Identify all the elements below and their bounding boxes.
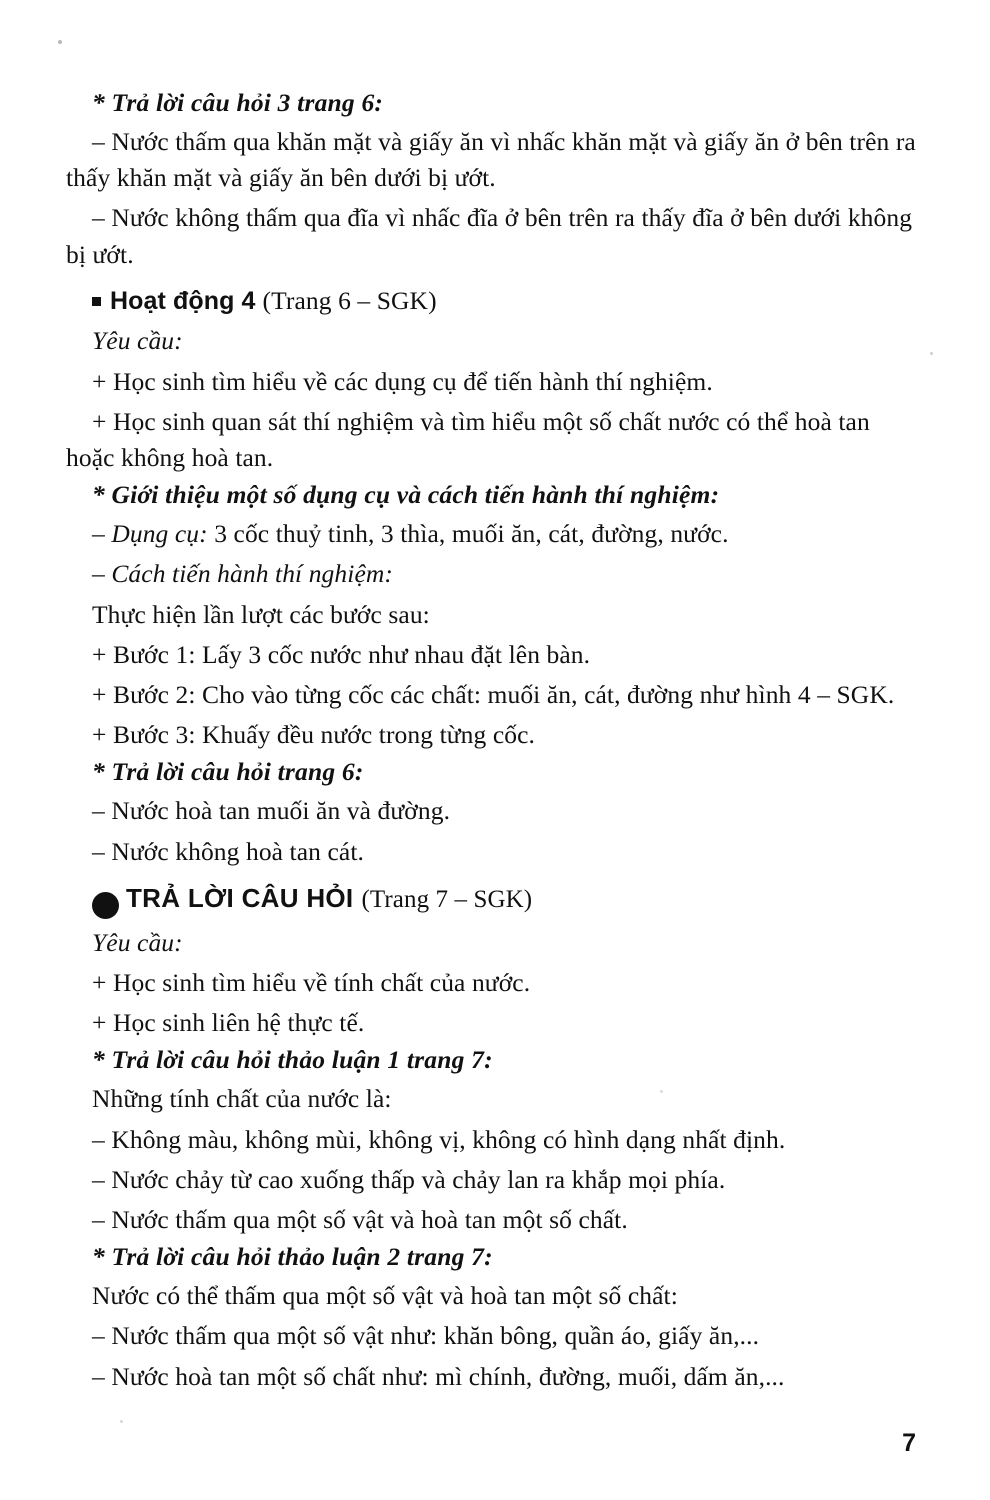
inline-text: 3 cốc thuỷ tinh, 3 thìa, muối ăn, cát, đường, nước. xyxy=(207,519,729,549)
body-paragraph: – Nước thấm qua một số vật như: khăn bông, quần áo, giấy ăn,... xyxy=(92,1321,760,1351)
body-paragraph: – Nước hoà tan một số chất như: mì chính, đường, muối, dấm ăn,... xyxy=(92,1361,785,1391)
procedure-label: – Cách tiến hành thí nghiệm: xyxy=(92,559,393,589)
scan-speck xyxy=(930,352,933,355)
body-paragraph: + Học sinh liên hệ thực tế. xyxy=(92,1008,365,1038)
activity-heading xyxy=(66,283,918,320)
scan-speck xyxy=(660,1090,663,1093)
body-paragraph: – Nước chảy từ cao xuống thấp và chảy lan ra khắp mọi phía. xyxy=(92,1164,726,1194)
body-paragraph: – Không màu, không mùi, không vị, không có hình dạng nhất định. xyxy=(92,1124,786,1154)
question-mark-icon: ? xyxy=(92,892,119,919)
scan-speck xyxy=(120,1420,123,1423)
square-bullet-icon xyxy=(92,297,101,306)
body-paragraph: + Học sinh tìm hiểu về tính chất của nước. xyxy=(92,967,531,997)
body-paragraph: + Bước 2: Cho vào từng cốc các chất: muối ăn, cát, đường như hình 4 – SGK. xyxy=(92,679,895,709)
requirement-label: Yêu cầu: xyxy=(92,927,183,957)
body-paragraph: Thực hiện lần lượt các bước sau: xyxy=(92,599,430,629)
body-paragraph: + Học sinh quan sát thí nghiệm và tìm hiểu một số chất nước có thể hoà tan hoặc không hoà tan. xyxy=(66,406,870,472)
body-paragraph: + Bước 3: Khuấy đều nước trong từng cốc. xyxy=(92,720,536,750)
body-paragraph: – Nước không thấm qua đĩa vì nhấc đĩa ở bên trên ra thấy đĩa ở bên dưới không bị ướt. xyxy=(66,203,913,269)
qa-subtitle: (Trang 7 – SGK) xyxy=(361,885,533,913)
body-paragraph: Nước có thể thấm qua một số vật và hoà tan một số chất: xyxy=(92,1281,678,1311)
qa-title: TRẢ LỜI CÂU HỎI xyxy=(126,882,354,913)
section-heading: * Trả lời câu hỏi thảo luận 1 trang 7: xyxy=(92,1045,493,1075)
requirement-label: Yêu cầu: xyxy=(92,326,183,356)
activity-source: (Trang 6 – SGK) xyxy=(262,285,437,315)
section-heading: * Trả lời câu hỏi trang 6: xyxy=(92,757,364,787)
scan-speck xyxy=(58,40,62,44)
body-paragraph: – Nước không hoà tan cát. xyxy=(92,836,364,866)
body-paragraph: – Nước thấm qua một số vật và hoà tan một số chất. xyxy=(92,1204,628,1234)
section-heading: * Trả lời câu hỏi 3 trang 6: xyxy=(92,88,384,117)
body-paragraph: + Học sinh tìm hiểu về các dụng cụ để tiến hành thí nghiệm. xyxy=(92,366,713,396)
body-paragraph: + Bước 1: Lấy 3 cốc nước như nhau đặt lên bàn. xyxy=(92,639,591,669)
activity-label: Hoạt động 4 xyxy=(110,286,256,315)
page-number: 7 xyxy=(902,1429,916,1457)
section-heading: * Giới thiệu một số dụng cụ và cách tiến hành thí nghiệm: xyxy=(92,480,720,510)
body-paragraph: – Nước hoà tan muối ăn và đường. xyxy=(92,796,451,826)
body-paragraph xyxy=(66,516,918,552)
section-heading: * Trả lời câu hỏi thảo luận 2 trang 7: xyxy=(92,1242,493,1272)
inline-label: – Dụng cụ: xyxy=(92,519,208,549)
body-paragraph: – Nước thấm qua khăn mặt và giấy ăn vì nhấc khăn mặt và giấy ăn ở bên trên ra thấy khăn mặt và giấy ăn bên dưới bị ướt. xyxy=(66,127,916,193)
qa-heading xyxy=(66,880,918,919)
body-paragraph: Những tính chất của nước là: xyxy=(92,1084,392,1114)
